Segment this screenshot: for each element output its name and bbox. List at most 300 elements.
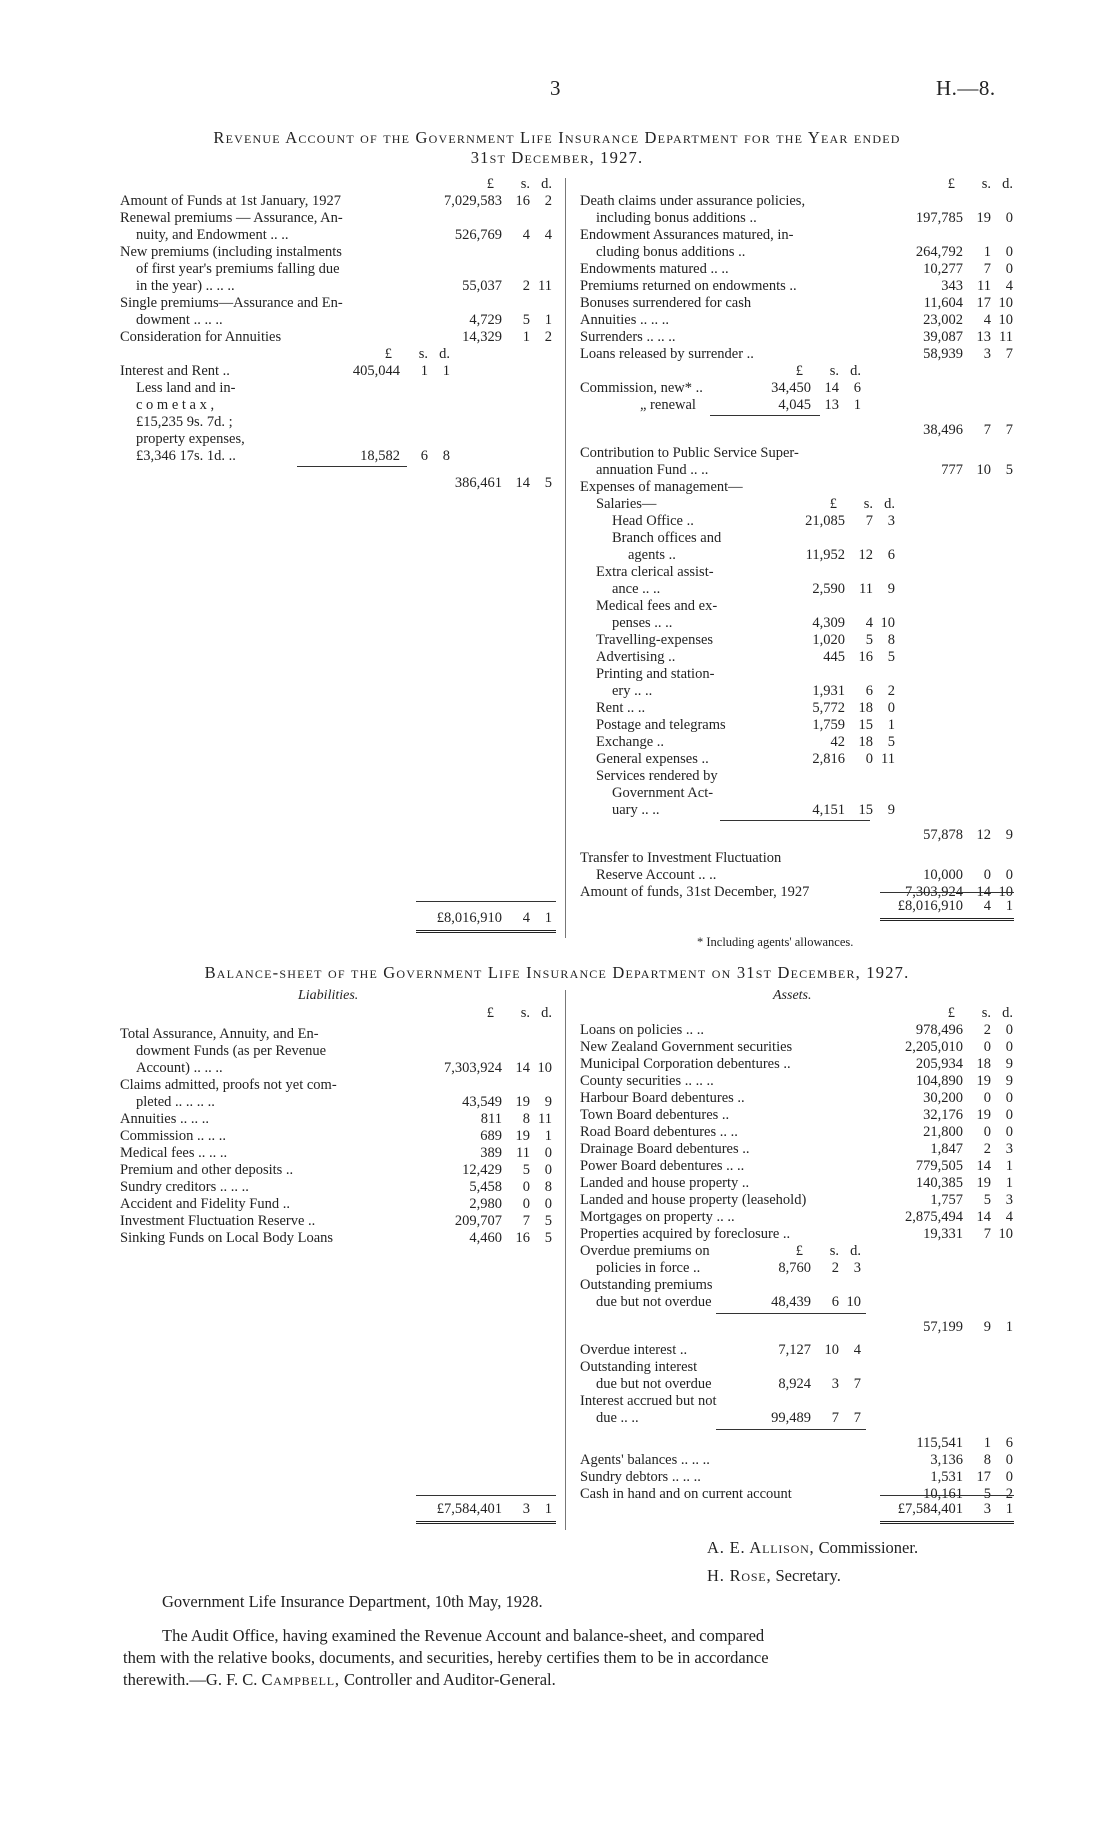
interest-net-row-pounds: 386,461 xyxy=(454,475,502,491)
asset-row xyxy=(0,1209,1114,1226)
expenditure-row-label: Death claims under assurance policies, xyxy=(580,193,806,209)
salaries-label-text: Salaries— xyxy=(596,496,657,512)
management-row xyxy=(0,768,1114,785)
income-row-label: Renewal premiums — Assurance, An- xyxy=(120,210,343,226)
asset-row-pence: 3 xyxy=(1005,1141,1013,1157)
interest-asset-row-label: Interest accrued but not xyxy=(580,1393,717,1409)
asset-tail-row-pence: 2 xyxy=(1005,1486,1013,1502)
management-row-label: Exchange .. xyxy=(596,734,665,750)
asset-row-pounds: 30,200 xyxy=(923,1090,963,1106)
income-row-pence: 1 xyxy=(544,312,552,328)
liability-row-pounds: 209,707 xyxy=(454,1213,502,1229)
premiums-column-head-pence: d. xyxy=(850,1243,861,1259)
management-row-label: Head Office .. xyxy=(612,513,694,529)
liability-row-shillings: 19 xyxy=(515,1128,530,1144)
premiums-total-row xyxy=(0,1319,1114,1336)
asset-row-label: Landed and house property .. xyxy=(580,1175,750,1191)
liability-row-pounds: 43,549 xyxy=(462,1094,502,1110)
management-row-label: Medical fees and ex- xyxy=(596,598,718,614)
management-row-pounds: 4,151 xyxy=(812,802,845,818)
interest-row-label: £3,346 17s. 1d. .. xyxy=(136,448,236,464)
commission-column-head-shillings: s. xyxy=(829,363,839,379)
interest-asset-row-pounds: 99,489 xyxy=(771,1410,811,1426)
premium-row-label: due but not overdue xyxy=(596,1294,712,1310)
audit-line-3 xyxy=(123,1670,556,1690)
balance-sheet-title: Balance-sheet of the Government Life Insurance Department on 31st December, 1927. xyxy=(204,963,910,982)
asset-tail-row-label: Agents' balances .. .. .. xyxy=(580,1452,710,1468)
management-row xyxy=(0,649,1114,666)
management-row-pence: 9 xyxy=(887,802,895,818)
expenditure-row-pence: 0 xyxy=(1005,244,1013,260)
liability-row-pence: 0 xyxy=(544,1162,552,1178)
asset-row-pence: 0 xyxy=(1005,1124,1013,1140)
asset-tail-row xyxy=(0,1469,1114,1486)
commission-row xyxy=(0,397,1114,414)
assets-total-rule-bottom xyxy=(880,1521,1014,1524)
management-row-pounds: 21,085 xyxy=(805,513,845,529)
income-total-row-pounds: £8,016,910 xyxy=(436,910,502,926)
interest-asset-row-pence: 7 xyxy=(853,1410,861,1426)
commissioner-signature xyxy=(707,1538,918,1558)
asset-row-pounds: 205,934 xyxy=(915,1056,963,1072)
interest-asset-row-shillings: 3 xyxy=(831,1376,839,1392)
liability-row-shillings: 19 xyxy=(515,1094,530,1110)
expenditure-row xyxy=(0,210,1114,227)
expenditure-total-row-shillings: 4 xyxy=(983,898,991,914)
liability-row-pence: 8 xyxy=(544,1179,552,1195)
premiums-subtotal-rule xyxy=(716,1313,866,1314)
interest-row-shillings: 1 xyxy=(420,363,428,379)
premium-row-pounds: 8,760 xyxy=(778,1260,811,1276)
management-row xyxy=(0,785,1114,802)
management-row-shillings: 11 xyxy=(859,581,873,597)
commission-column-head-pounds: £ xyxy=(795,363,803,379)
income-row-label: nuity, and Endowment .. .. xyxy=(136,227,289,243)
asset-row xyxy=(0,1073,1114,1090)
management-expenses-label xyxy=(0,479,1114,496)
audit-line-3-suffix: Controller and Auditor-General. xyxy=(339,1670,556,1689)
management-row xyxy=(0,734,1114,751)
commission-row-pence: 1 xyxy=(853,397,861,413)
expenditure-row-label: Endowment Assurances matured, in- xyxy=(580,227,794,243)
interest-asset-total-row-shillings: 1 xyxy=(983,1435,991,1451)
interest-row-label: Interest and Rent .. xyxy=(120,363,230,379)
income-row-label: Amount of Funds at 1st January, 1927 xyxy=(120,193,341,209)
liability-row-shillings: 16 xyxy=(515,1230,530,1246)
management-row-label: General expenses .. xyxy=(596,751,709,767)
expenditure-column-head-shillings: s. xyxy=(981,176,991,192)
interest-row-label: Less land and in- xyxy=(136,380,236,396)
asset-row-shillings: 14 xyxy=(976,1209,991,1225)
expenditure-row xyxy=(0,261,1114,278)
income-row-pounds: 14,329 xyxy=(462,329,502,345)
closing-row-label: Reserve Account .. .. xyxy=(596,867,717,883)
management-row-pence: 5 xyxy=(887,649,895,665)
management-row-pence: 9 xyxy=(887,581,895,597)
expenditure-row-shillings: 19 xyxy=(976,210,991,226)
premium-row xyxy=(0,1294,1114,1311)
liabilities-column-head-pounds: £ xyxy=(486,1005,494,1021)
liability-row-label: Accident and Fidelity Fund .. xyxy=(120,1196,290,1212)
expenditure-total-row xyxy=(0,898,1114,915)
interest-asset-row xyxy=(0,1359,1114,1376)
asset-row-shillings: 19 xyxy=(976,1073,991,1089)
expenditure-row xyxy=(0,312,1114,329)
asset-row-pounds: 2,875,494 xyxy=(905,1209,963,1225)
asset-row-pounds: 32,176 xyxy=(923,1107,963,1123)
liability-row-pence: 5 xyxy=(544,1213,552,1229)
management-row-shillings: 15 xyxy=(858,717,873,733)
management-row-pence: 8 xyxy=(887,632,895,648)
closing-row-pence: 0 xyxy=(1005,867,1013,883)
commission-total-row xyxy=(0,422,1114,439)
management-row xyxy=(0,598,1114,615)
expenditure-row-shillings: 7 xyxy=(983,261,991,277)
audit-line-1: The Audit Office, having examined the Revenue Account and balance-sheet, and compared xyxy=(162,1626,765,1645)
asset-row-pence: 0 xyxy=(1005,1022,1013,1038)
asset-row xyxy=(0,1141,1114,1158)
management-row-label: Postage and telegrams xyxy=(596,717,726,733)
interest-row-pence: 8 xyxy=(442,448,450,464)
liability-row-label: Premium and other deposits .. xyxy=(120,1162,294,1178)
commission-total-row-pence: 7 xyxy=(1005,422,1013,438)
liability-row-label: Annuities .. .. .. xyxy=(120,1111,210,1127)
premium-row-pence: 10 xyxy=(846,1294,861,1310)
closing-row-shillings: 0 xyxy=(983,867,991,883)
asset-row-pounds: 779,505 xyxy=(915,1158,963,1174)
management-row-pounds: 4,309 xyxy=(812,615,845,631)
management-row xyxy=(0,632,1114,649)
expenditure-row-pounds: 11,604 xyxy=(923,295,963,311)
interest-asset-row xyxy=(0,1410,1114,1427)
liabilities-total-row-pence: 1 xyxy=(544,1501,552,1517)
interest-asset-row xyxy=(0,1342,1114,1359)
expenditure-row xyxy=(0,295,1114,312)
revenue-title-line-2: 31st December, 1927. xyxy=(470,148,644,167)
assets-column-head-pounds: £ xyxy=(947,1005,955,1021)
secretary-role: Secretary. xyxy=(775,1566,841,1585)
assets-total-row xyxy=(0,1501,1114,1518)
asset-row-pounds: 21,800 xyxy=(923,1124,963,1140)
closing-row-pounds: 7,303,924 xyxy=(905,884,963,900)
expenditure-row-label: including bonus additions .. xyxy=(596,210,757,226)
commission-row-pounds: 4,045 xyxy=(778,397,811,413)
asset-tail-row-label: Sundry debtors .. .. .. xyxy=(580,1469,701,1485)
asset-row-shillings: 0 xyxy=(983,1124,991,1140)
interest-asset-row-label: Outstanding interest xyxy=(580,1359,698,1375)
assets-total-row-pence: 1 xyxy=(1005,1501,1013,1517)
income-row-pounds: 7,029,583 xyxy=(444,193,502,209)
expenditure-row-shillings: 13 xyxy=(976,329,991,345)
management-row-shillings: 15 xyxy=(858,802,873,818)
asset-row xyxy=(0,1022,1114,1039)
asset-row xyxy=(0,1056,1114,1073)
income-row-shillings: 5 xyxy=(522,312,530,328)
interest-asset-row-shillings: 10 xyxy=(824,1342,839,1358)
liabilities-column-head-pence: d. xyxy=(541,1005,552,1021)
income-row-pence: 4 xyxy=(544,227,552,243)
interest-row-pounds: 18,582 xyxy=(360,448,400,464)
asset-row-shillings: 2 xyxy=(983,1022,991,1038)
management-row-shillings: 6 xyxy=(865,683,873,699)
asset-row-label: Drainage Board debentures .. xyxy=(580,1141,750,1157)
page-number: 3 xyxy=(550,76,561,100)
interest-asset-total-row-pence: 6 xyxy=(1005,1435,1013,1451)
management-expenses-label-text: Expenses of management— xyxy=(580,479,743,495)
asset-tail-row-shillings: 8 xyxy=(983,1452,991,1468)
audit-line-2: them with the relative books, documents, and securities, hereby certifies them to be in accordance xyxy=(123,1648,769,1667)
liability-row-shillings: 7 xyxy=(522,1213,530,1229)
liability-row-shillings: 14 xyxy=(515,1060,530,1076)
contribution-row-label: Contribution to Public Service Super- xyxy=(580,445,799,461)
management-column-head xyxy=(0,496,1114,513)
asset-row-label: Properties acquired by foreclosure .. xyxy=(580,1226,791,1242)
asset-row-label: Town Board debentures .. xyxy=(580,1107,730,1123)
income-row-pounds: 55,037 xyxy=(462,278,502,294)
interest-asset-row xyxy=(0,1393,1114,1410)
expenditure-row-pounds: 58,939 xyxy=(923,346,963,362)
premium-row-pence: 3 xyxy=(853,1260,861,1276)
commission-row-pounds: 34,450 xyxy=(771,380,811,396)
interest-column-head-shillings: s. xyxy=(418,346,428,362)
management-row xyxy=(0,564,1114,581)
income-total-row-shillings: 4 xyxy=(522,910,530,926)
asset-row-pounds: 1,757 xyxy=(930,1192,963,1208)
management-row-label: Extra clerical assist- xyxy=(596,564,714,580)
liabilities-total-rule-bottom xyxy=(416,1521,556,1524)
management-row-label: Branch offices and xyxy=(612,530,722,546)
management-row xyxy=(0,700,1114,717)
asset-row xyxy=(0,1226,1114,1243)
income-column-head-pence: d. xyxy=(541,176,552,192)
liability-row-pounds: 12,429 xyxy=(462,1162,502,1178)
management-row-pounds: 2,590 xyxy=(812,581,845,597)
commission-row-shillings: 14 xyxy=(824,380,839,396)
premiums-total-row-shillings: 9 xyxy=(983,1319,991,1335)
liability-row-pounds: 689 xyxy=(480,1128,502,1144)
assets-total-rule-top xyxy=(880,1495,1014,1496)
secretary-name: H. Rose, xyxy=(707,1566,772,1585)
asset-row-label: Road Board debentures .. .. xyxy=(580,1124,738,1140)
interest-asset-total-row xyxy=(0,1435,1114,1452)
management-row-pounds: 11,952 xyxy=(805,547,845,563)
premium-row xyxy=(0,1243,1114,1260)
expenditure-row xyxy=(0,346,1114,363)
closing-row-pence: 10 xyxy=(998,884,1013,900)
premium-row-pounds: 48,439 xyxy=(771,1294,811,1310)
expenditure-row-shillings: 3 xyxy=(983,346,991,362)
management-row xyxy=(0,683,1114,700)
management-row-pence: 3 xyxy=(887,513,895,529)
commission-row-shillings: 13 xyxy=(824,397,839,413)
premium-row-label: Outstanding premiums xyxy=(580,1277,713,1293)
contribution-row-label: annuation Fund .. .. xyxy=(596,462,709,478)
liability-row-pounds: 811 xyxy=(480,1111,502,1127)
interest-net-row-shillings: 14 xyxy=(515,475,530,491)
asset-row-shillings: 7 xyxy=(983,1226,991,1242)
management-row xyxy=(0,513,1114,530)
expenditure-row-pounds: 343 xyxy=(941,278,963,294)
interest-row-shillings: 6 xyxy=(420,448,428,464)
interest-asset-row-shillings: 7 xyxy=(831,1410,839,1426)
premiums-total-row-pence: 1 xyxy=(1005,1319,1013,1335)
interest-column-head-pence: d. xyxy=(439,346,450,362)
liability-row-shillings: 5 xyxy=(522,1162,530,1178)
expenditure-row-shillings: 17 xyxy=(976,295,991,311)
closing-row-shillings: 14 xyxy=(976,884,991,900)
income-row-shillings: 1 xyxy=(522,329,530,345)
income-row-pounds: 4,729 xyxy=(469,312,502,328)
management-total-row-pounds: 57,878 xyxy=(923,827,963,843)
closing-row xyxy=(0,867,1114,884)
liability-row-pence: 9 xyxy=(544,1094,552,1110)
asset-tail-row-shillings: 5 xyxy=(983,1486,991,1502)
management-row-label: Advertising .. xyxy=(596,649,676,665)
management-row-pounds: 1,759 xyxy=(812,717,845,733)
commission-total-row-pounds: 38,496 xyxy=(923,422,963,438)
asset-row-label: Power Board debentures .. .. xyxy=(580,1158,745,1174)
management-row xyxy=(0,751,1114,768)
liability-row-pence: 10 xyxy=(537,1060,552,1076)
expenditure-row-pounds: 197,785 xyxy=(915,210,963,226)
expenditure-row-label: Loans released by surrender .. xyxy=(580,346,754,362)
asset-row-label: County securities .. .. .. xyxy=(580,1073,714,1089)
expenditure-column-head xyxy=(0,176,1114,193)
expenditure-row-label: Surrenders .. .. .. xyxy=(580,329,676,345)
expenditure-row-pence: 4 xyxy=(1005,278,1013,294)
asset-row-label: Municipal Corporation debentures .. xyxy=(580,1056,791,1072)
liabilities-column-head-shillings: s. xyxy=(520,1005,530,1021)
commission-row xyxy=(0,380,1114,397)
commission-row-label: Commission, new* .. xyxy=(580,380,703,396)
asset-tail-row-label: Cash in hand and on current account xyxy=(580,1486,792,1502)
asset-row-shillings: 19 xyxy=(976,1107,991,1123)
income-row-pence: 11 xyxy=(538,278,552,294)
revenue-title-line-1: Revenue Account of the Government Life Insurance Department for the Year ended xyxy=(213,128,901,147)
management-column-head-pence: d. xyxy=(884,496,895,512)
liabilities-total-row-shillings: 3 xyxy=(522,1501,530,1517)
expenditure-row-shillings: 11 xyxy=(977,278,991,294)
management-row-pounds: 445 xyxy=(823,649,845,665)
premiums-total-row-pounds: 57,199 xyxy=(923,1319,963,1335)
management-row-pence: 1 xyxy=(887,717,895,733)
income-row-label: Consideration for Annuities xyxy=(120,329,282,345)
interest-row-label: £15,235 9s. 7d. ; xyxy=(136,414,233,430)
income-row-label: Single premiums—Assurance and En- xyxy=(120,295,343,311)
management-row xyxy=(0,547,1114,564)
asset-row-pence: 1 xyxy=(1005,1158,1013,1174)
asset-row-label: New Zealand Government securities xyxy=(580,1039,793,1055)
management-row-shillings: 4 xyxy=(865,615,873,631)
management-row-label: ance .. .. xyxy=(612,581,661,597)
asset-tail-row-pounds: 10,161 xyxy=(923,1486,963,1502)
interest-asset-row-pence: 4 xyxy=(853,1342,861,1358)
expenditure-row-pence: 0 xyxy=(1005,261,1013,277)
liability-row-pounds: 4,460 xyxy=(469,1230,502,1246)
premium-row-label: Overdue premiums on xyxy=(580,1243,710,1259)
expenditure-row-label: Endowments matured .. .. xyxy=(580,261,729,277)
expenditure-row-shillings: 1 xyxy=(983,244,991,260)
commission-subtotal-rule xyxy=(710,415,820,416)
management-row-pounds: 5,772 xyxy=(812,700,845,716)
liability-row-pounds: 389 xyxy=(480,1145,502,1161)
management-column-head-pounds: £ xyxy=(829,496,837,512)
management-row-label: uary .. .. xyxy=(612,802,660,818)
interest-column-head-pounds: £ xyxy=(384,346,392,362)
expenditure-row-pence: 11 xyxy=(999,329,1013,345)
management-row-pence: 5 xyxy=(887,734,895,750)
assets-column-head xyxy=(0,1005,1114,1022)
liability-row-shillings: 0 xyxy=(522,1179,530,1195)
management-row xyxy=(0,530,1114,547)
expenditure-row-pounds: 23,002 xyxy=(923,312,963,328)
liability-row-pounds: 2,980 xyxy=(469,1196,502,1212)
asset-row xyxy=(0,1158,1114,1175)
income-row-shillings: 2 xyxy=(522,278,530,294)
management-row-pence: 6 xyxy=(887,547,895,563)
secretary-signature xyxy=(707,1566,841,1586)
asset-row xyxy=(0,1039,1114,1056)
management-row-shillings: 16 xyxy=(858,649,873,665)
asset-row-pence: 9 xyxy=(1005,1056,1013,1072)
closing-row-pounds: 10,000 xyxy=(923,867,963,883)
liability-row-pence: 0 xyxy=(544,1145,552,1161)
liability-row-pence: 5 xyxy=(544,1230,552,1246)
expenditure-row-label: Premiums returned on endowments .. xyxy=(580,278,797,294)
closing-row-label: Transfer to Investment Fluctuation xyxy=(580,850,782,866)
asset-row-shillings: 14 xyxy=(976,1158,991,1174)
management-row xyxy=(0,717,1114,734)
commission-total-row-shillings: 7 xyxy=(983,422,991,438)
interest-row-label: property expenses, xyxy=(136,431,245,447)
premium-row xyxy=(0,1277,1114,1294)
liability-row-label: Account) .. .. .. xyxy=(136,1060,223,1076)
expenditure-column-head-pence: d. xyxy=(1002,176,1013,192)
expenditure-row xyxy=(0,193,1114,210)
interest-asset-total-row-pounds: 115,541 xyxy=(916,1435,963,1451)
management-row-pounds: 1,931 xyxy=(812,683,845,699)
premiums-column-head-shillings: s. xyxy=(829,1243,839,1259)
expenditure-row-pence: 10 xyxy=(998,295,1013,311)
expenditure-row xyxy=(0,329,1114,346)
contribution-row xyxy=(0,445,1114,462)
asset-row xyxy=(0,1175,1114,1192)
management-subtotal-rule xyxy=(720,820,870,821)
liability-row-label: pleted .. .. .. .. xyxy=(136,1094,215,1110)
asset-row-label: Loans on policies .. .. xyxy=(580,1022,705,1038)
income-row-shillings: 4 xyxy=(522,227,530,243)
expenditure-row xyxy=(0,278,1114,295)
liability-row-label: Commission .. .. .. xyxy=(120,1128,226,1144)
asset-row-pence: 0 xyxy=(1005,1107,1013,1123)
asset-tail-row-pounds: 1,531 xyxy=(930,1469,963,1485)
management-row-shillings: 7 xyxy=(865,513,873,529)
interest-row-pounds: 405,044 xyxy=(352,363,400,379)
asset-row-shillings: 19 xyxy=(976,1175,991,1191)
income-total-rule-bottom xyxy=(416,930,556,933)
liability-row-label: Sinking Funds on Local Body Loans xyxy=(120,1230,334,1246)
premium-row-shillings: 2 xyxy=(831,1260,839,1276)
income-row-pence: 2 xyxy=(544,193,552,209)
liability-row-label: dowment Funds (as per Revenue xyxy=(136,1043,327,1059)
management-row-pence: 11 xyxy=(881,751,895,767)
income-row-label: dowment .. .. .. xyxy=(136,312,223,328)
contribution-row xyxy=(0,462,1114,479)
liability-row-label: Claims admitted, proofs not yet com- xyxy=(120,1077,337,1093)
expenditure-column-head-pounds: £ xyxy=(947,176,955,192)
income-column-head-shillings: s. xyxy=(520,176,530,192)
management-row-label: agents .. xyxy=(628,547,676,563)
